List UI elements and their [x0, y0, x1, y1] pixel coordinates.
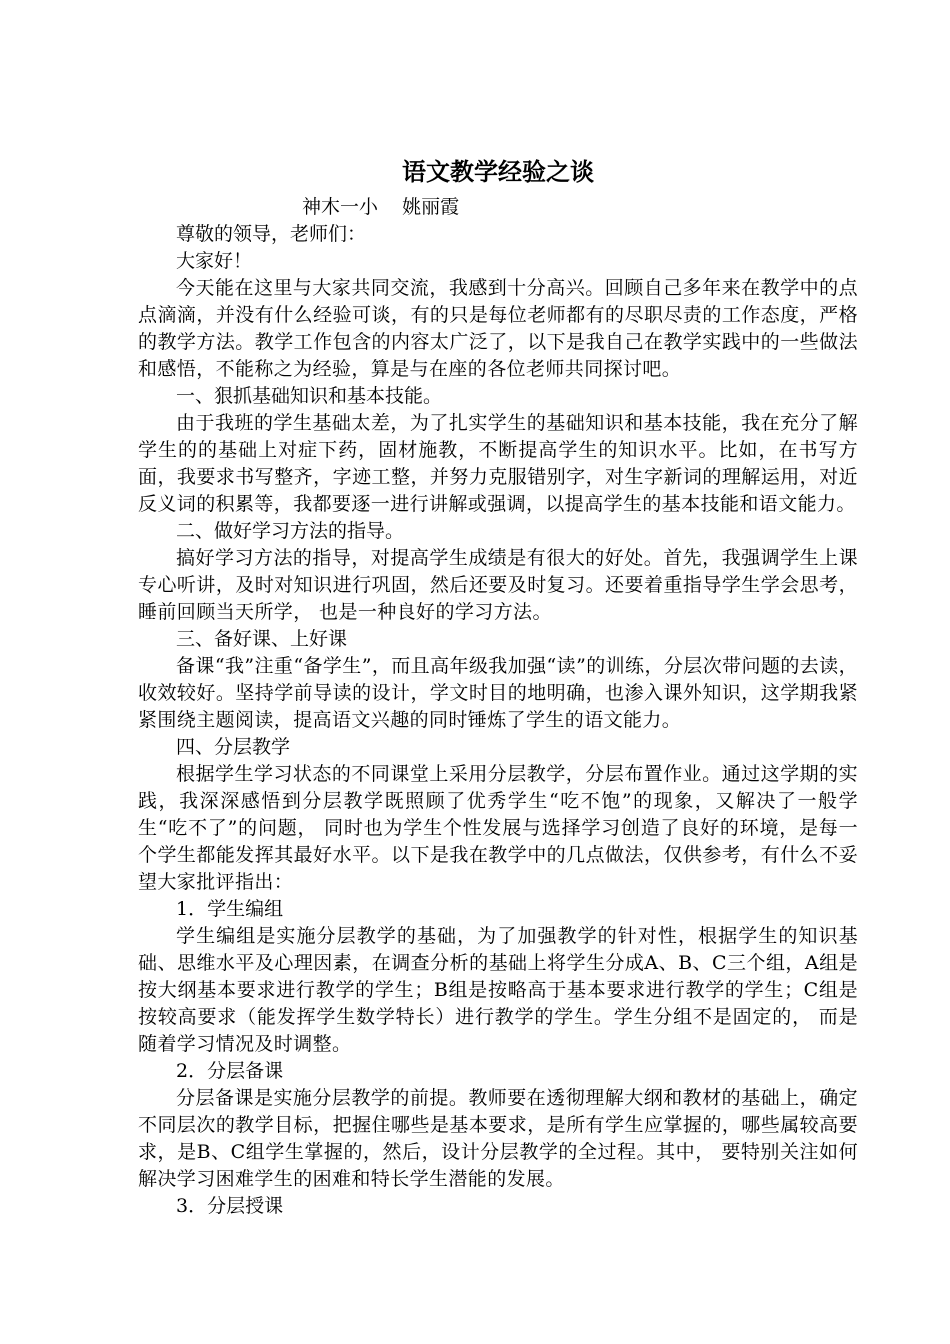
paragraph: 搞好学习方法的指导，对提高学生成绩是有很大的好处。首先，我强调学生上课专心听讲，及时对知识进行巩固，然后还要及时复习。还要着重指导学生学会思考，睡前回顾当天所学， 也是一种良好的学习方法。	[138, 547, 858, 623]
paragraph: 分层备课是实施分层教学的前提。教师要在透彻理解大纲和教材的基础上，确定不同层次的教学目标，把握住哪些是基本要求，是所有学生应掌握的，哪些属较高要求，是B、C组学生掌握的，然后，设计分层教学的全过程。其中， 要特别关注如何解决学习困难学生的困难和特长学生潜能的发展。	[138, 1087, 858, 1190]
paragraph: 由于我班的学生基础太差，为了扎实学生的基础知识和基本技能，我在充分了解学生的的基础上对症下药，固材施教，不断提高学生的知识水平。比如，在书写方面，我要求书写整齐，字迹工整，并努力克服错别字，对生字新词的理解运用，对近反义词的积累等，我都要逐一进行讲解或强调，以提高学生的基本技能和语文能力。	[138, 412, 858, 515]
document-body	[138, 221, 858, 1220]
section-heading: 二、做好学习方法的指导。	[176, 520, 405, 542]
document-title: 语文教学经验之谈	[402, 157, 594, 186]
section-heading: 大家好！	[176, 250, 253, 272]
paragraph: 学生编组是实施分层教学的基础，为了加强教学的针对性，根据学生的知识基础、思维水平及心理因素，在调查分析的基础上将学生分成A、B、C三个组，A组是按大纲基本要求进行教学的学生；B组是按略高于基本要求进行教学的学生；C组是按较高要求（能发挥学生数学特长）进行教学的学生。学生分组不是固定的， 而是随着学习情况及时调整。	[138, 925, 858, 1055]
section-heading: 1．学生编组	[176, 898, 284, 920]
document-author: 神木一小 姚丽霞	[302, 196, 460, 218]
section-heading: 2．分层备课	[176, 1060, 284, 1082]
section-heading: 四、分层教学	[176, 736, 291, 758]
paragraph: 今天能在这里与大家共同交流，我感到十分高兴。回顾自己多年来在教学中的点点滴滴，并没有什么经验可谈，有的只是每位老师都有的尽职尽责的工作态度，严格的教学方法。教学工作包含的内容太广泛了，以下是我自己在教学实践中的一些做法和感悟，不能称之为经验，算是与在座的各位老师共同探讨吧。	[138, 277, 858, 380]
section-heading: 一、狠抓基础知识和基本技能。	[176, 385, 443, 407]
section-heading: 3．分层授课	[176, 1195, 284, 1217]
document-page	[138, 150, 858, 1220]
paragraph: 备课“我”注重“备学生”，而且高年级我加强“读”的训练，分层次带问题的去读，收效较好。坚持学前导读的设计，学文时目的地明确，也渗入课外知识，这学期我紧紧围绕主题阅读，提高语文兴趣的同时锤炼了学生的语文能力。	[138, 655, 858, 731]
section-heading: 三、备好课、上好课	[176, 628, 348, 650]
paragraph: 根据学生学习状态的不同课堂上采用分层教学，分层布置作业。通过这学期的实践，我深深感悟到分层教学既照顾了优秀学生“吃不饱”的现象，又解决了一般学生“吃不了”的问题， 同时也为学生个性发展与选择学习创造了良好的环境，是每一个学生都能发挥其最好水平。以下是我在教学中的几点做法，仅供参考，有什么不妥望大家批评指出：	[138, 763, 858, 893]
section-heading: 尊敬的领导，老师们：	[176, 223, 367, 245]
